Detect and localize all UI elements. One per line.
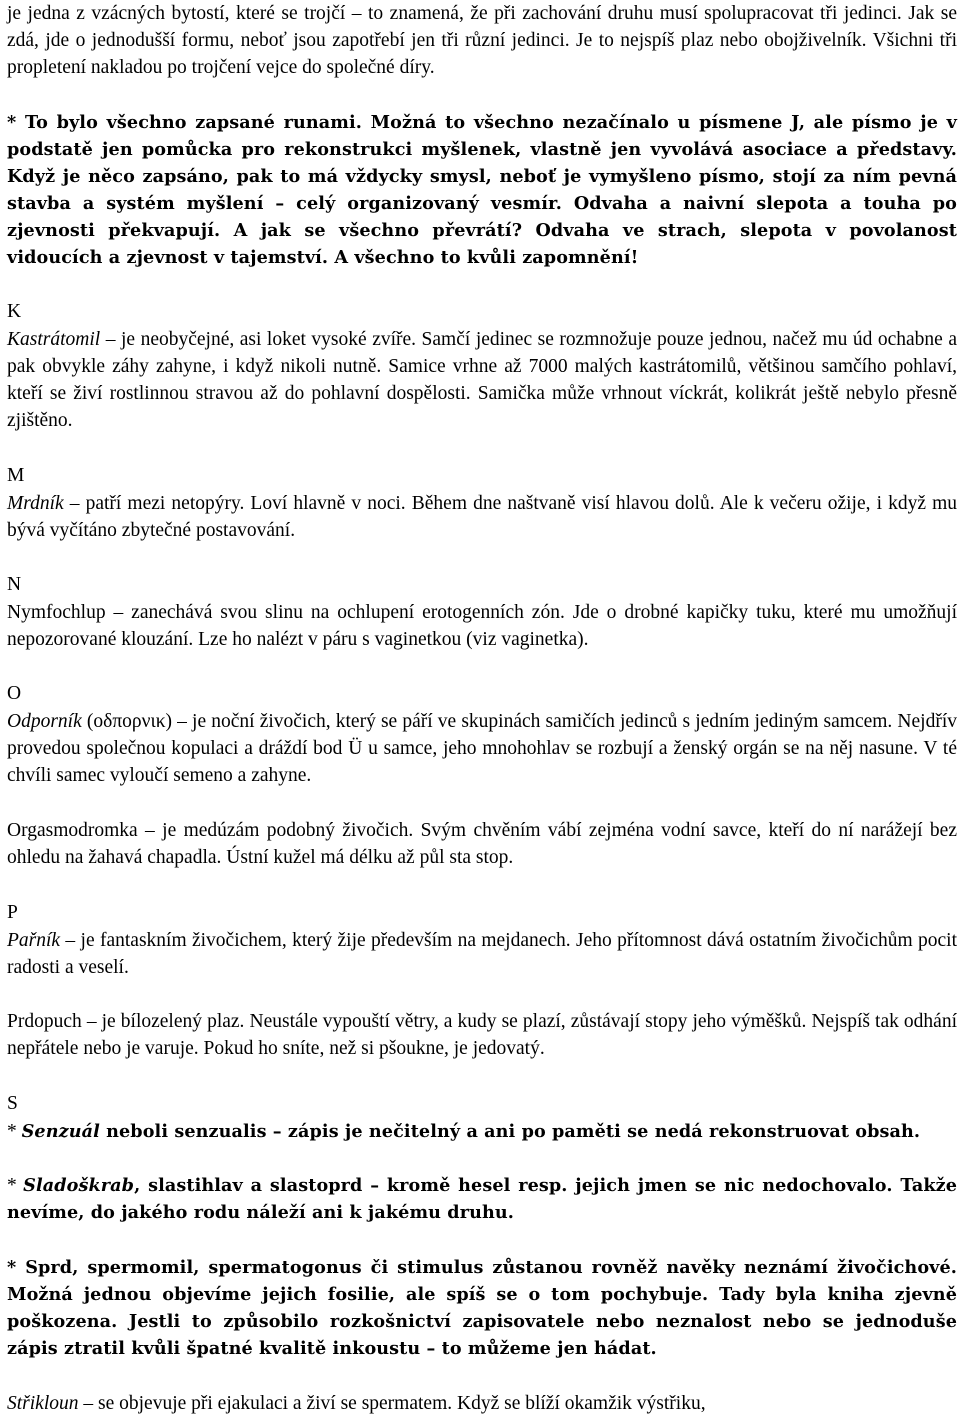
entry-term: Odporník [7,711,82,732]
entry-parnik [7,927,957,981]
entry-text: neboli senzualis – zápis je nečitelný a ani po paměti se nedá rekonstruovat obsah. [99,1121,921,1142]
entry-odpornik [7,708,957,789]
entry-strikloun [7,1390,957,1417]
section-letter-m: M [7,465,25,486]
section-letter-n: N [7,574,22,595]
entry-text: – je neobyčejné, asi loket vysoké zvíře. Samčí jedinec se rozmnožuje pouze jednou, načež mu úd ochabne a pak obvykle záhy zahyne, i když nikoli nutně. Samice vrhne až 7000 malých kastrátomilů, většinou samčího pohlaví, kteří se živí rostlinnou stravou až do pohlavní dospělosti. Samička může vrhnout víckrát, kolikrát ještě nebylo přesně zjištěno. [7,329,957,431]
section-letter-s: S [7,1093,18,1114]
entry-term: Střikloun [7,1393,79,1414]
entry-term: Kastrátomil [7,329,101,350]
section-letter-o: O [7,683,22,704]
entry-prdopuch: Prdopuch – je bílozelený plaz. Neustále vypouští větry, a kudy se plazí, zůstávají stopy jeho výměšků. Nejspíš tak odhání nepřátele nebo je varuje. Pokud ho sníte, než si pšoukne, je jedovatý. [7,1011,957,1059]
paragraph-runes-note [7,109,957,271]
entry-text: – je fantaskním živočichem, který žije především na mejdanech. Jeho přítomnost dává ostatním živočichům pocit radosti a veselí. [7,930,957,978]
entry-text: (οδπορνικ) – je noční živočich, který se páří ve skupinách samičích jedinců s jedním jediným samcem. Nejdřív provedou společnou kopulaci a dráždí bod Ü u samce, jeho mnohohlav se rozbují a ženský orgán se na něj nasune. V té chvíli samec vyloučí semeno a zahyne. [7,711,957,786]
runes-note-text: Možná to všechno nezačínalo u písmene J, ale písmo je v podstatě jen pomůcka pro rekonstrukci myšlenek, vlastně jen vyvolává asociace a představy. Když je něco zapsáno, pak to má vždycky smysl, neboť je vymyšleno písmo, stojí za ním pevná stavba a systém myšlení – celý organizovaný vesmír. Odvaha a naivní slepota a touha po zjevnosti překvapují. A jak se všechno převrátí? Odvaha ve strach, slepota v povolanost vidoucích a zjevnost v tajemství. A všechno to kvůli zapomnění! [7,112,958,268]
entry-sprd: * Sprd, spermomil, spermatogonus či stimulus zůstanou rovněž navěky neznámí živočichové. Možná jednou objevíme jejich fosilie, ale spíš se o tom pochybuje. Tady byla kniha zjevně poškozena. Jestli to způsobilo rozkošnictví zapisovatele nebo neznalost nebo se jednoduše zápis ztratil kvůli špatné kvalitě inkoustu – to můžeme jen hádat. [7,1257,957,1359]
entry-text: , slastihlav a slastoprd – kromě hesel resp. jejich jmen se nic nedochovalo. Takže nevíme, do jakého rodu náleží ani k jakému druhu. [7,1175,957,1223]
entry-star: * [7,1121,22,1142]
entry-term: Mrdník [7,493,64,514]
entry-mrdnik [7,490,957,544]
entry-senzual [7,1118,957,1145]
entry-nymfochlup: Nymfochlup – zanechává svou slinu na ochlupení erotogenních zón. Jde o drobné kapičky tuku, které mu umožňují nepozorované klouzání. Lze ho nalézt v páru s vaginetkou (viz vaginetka). [7,602,957,650]
entry-text: – se objevuje při ejakulaci a živí se spermatem. Když se blíží okamžik výstřiku, [78,1393,706,1414]
entry-orgasmodromka: Orgasmodromka – je medúzám podobný živočich. Svým chvěním vábí zejména vodní savce, kteří do ní narážejí bez ohledu na žahavá chapadla. Ústní kužel má délku až půl sta stop. [7,820,957,868]
runes-note-lead: * To bylo všechno zapsané runami. [7,112,362,133]
section-letter-k: K [7,301,22,322]
entry-kastratomil [7,326,957,434]
entry-star: * [7,1175,24,1196]
entry-term: Senzuál [21,1121,100,1142]
entry-term: Pařník [7,930,61,951]
section-letter-p: P [7,902,18,923]
entry-term: Sladoškrab [23,1175,135,1196]
paragraph-intro: je jedna z vzácných bytostí, které se trojčí – to znamená, že při zachování druhu musí spolupracovat tři jedinci. Jak se zdá, jde o jednodušší formu, neboť jsou zapotřebí jen tři různí jedinci. Je to nejspíš plaz nebo obojživelník. Všichni tři propletení nakladou po trojčení vejce do společné díry. [7,3,957,78]
entry-text: – patří mezi netopýry. Loví hlavně v noci. Během dne naštvaně visí hlavou dolů. Ale k večeru ožije, i když mu bývá vyčítáno zbytečné postavování. [7,493,957,541]
entry-sladoskrab [7,1172,957,1226]
